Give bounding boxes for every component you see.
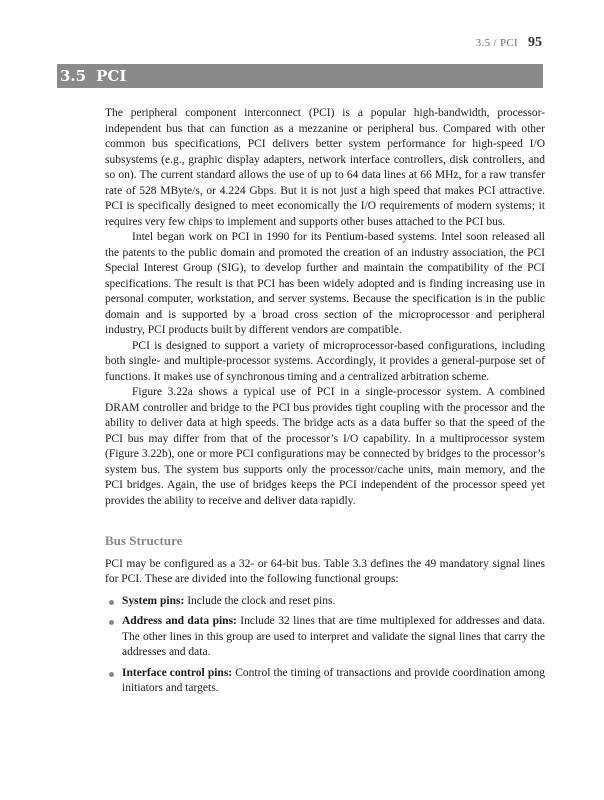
section-heading <box>57 64 543 88</box>
list-item <box>105 614 545 661</box>
list-item-term: Address and data pins: <box>122 615 237 627</box>
list-item <box>105 666 545 697</box>
list-item-text: Control the timing of transactions and provide coordination among initiators and targets. <box>122 666 545 694</box>
section-number: 3.5 <box>60 67 87 85</box>
section-title: PCI <box>96 67 127 85</box>
list-item <box>105 594 545 610</box>
page-number: 95 <box>528 35 542 50</box>
paragraph-1: The peripheral component interconnect (PCI) is a popular high-bandwidth, processor-independent bus that can function as a mezzanine or peripheral bus. Compared with other common bus specifications, PCI delivers better system performance for high-speed I/O subsystems (e.g., graphic display adapters, network interface controllers, disk controllers, and so on). The current standard allows the use of up to 64 data lines at 66 MHz, for a raw transfer rate of 528 MByte/s, or 4.224 Gbps. But it is not just a high speed that makes PCI attractive. PCI is specifically designed to meet economically the I/O requirements of modern systems; it requires very few chips to implement and supports other buses attached to the PCI bus. <box>105 107 545 228</box>
running-head <box>476 35 542 51</box>
paragraph-2: Intel began work on PCI in 1990 for its Pentium-based systems. Intel soon released all the patents to the public domain and promoted the creation of an industry association, the PCI Special Interest Group (SIG), to develop further and maintain the compatibility of the PCI specifications. The result is that PCI has been widely adopted and is finding increasing use in personal computer, workstation, and server systems. Because the specification is in the public domain and is supported by a broad cross section of the microprocessor and peripheral industry, PCI products built by different vendors are compatible. <box>105 231 545 336</box>
subsection-heading: Bus Structure <box>105 533 183 548</box>
bus-structure-intro: PCI may be configured as a 32- or 64-bit bus. Table 3.3 defines the 49 mandatory signal lines for PCI. These are divided into the following functional groups: <box>105 557 545 585</box>
paragraph-3: PCI is designed to support a variety of microprocessor-based configurations, including both single- and multiple-processor systems. Accordingly, it provides a general-purpose set of functions. It makes use of synchronous timing and a centralized arbitration scheme. <box>105 339 545 383</box>
running-head-title: 3.5 / PCI <box>475 38 518 49</box>
list-item-text: Include the clock and reset pins. <box>184 594 336 607</box>
body-text <box>105 106 545 702</box>
paragraph-4: Figure 3.22a shows a typical use of PCI in a single-processor system. A combined DRAM controller and bridge to the PCI bus provides tight coupling with the processor and the ability to deliver data at high speeds. The bridge acts as a data buffer so that the speed of the PCI bus may differ from that of the processor’s I/O capability. In a multiprocessor system (Figure 3.22b), one or more PCI configurations may be connected by bridges to the processor’s system bus. The system bus supports only the processor/cache units, main memory, and the PCI bridges. Again, the use of bridges keeps the PCI independent of the processor speed yet provides the ability to receive and deliver data rapidly. <box>105 386 545 507</box>
functional-groups-list <box>105 594 545 697</box>
list-item-term: Interface control pins: <box>122 666 233 679</box>
list-item-term: System pins: <box>122 594 185 607</box>
list-item-text: Include 32 lines that are time multiplexed for addresses and data. The other lines in this group are used to interpret and validate the signal lines that carry the addresses and data. <box>122 615 545 658</box>
